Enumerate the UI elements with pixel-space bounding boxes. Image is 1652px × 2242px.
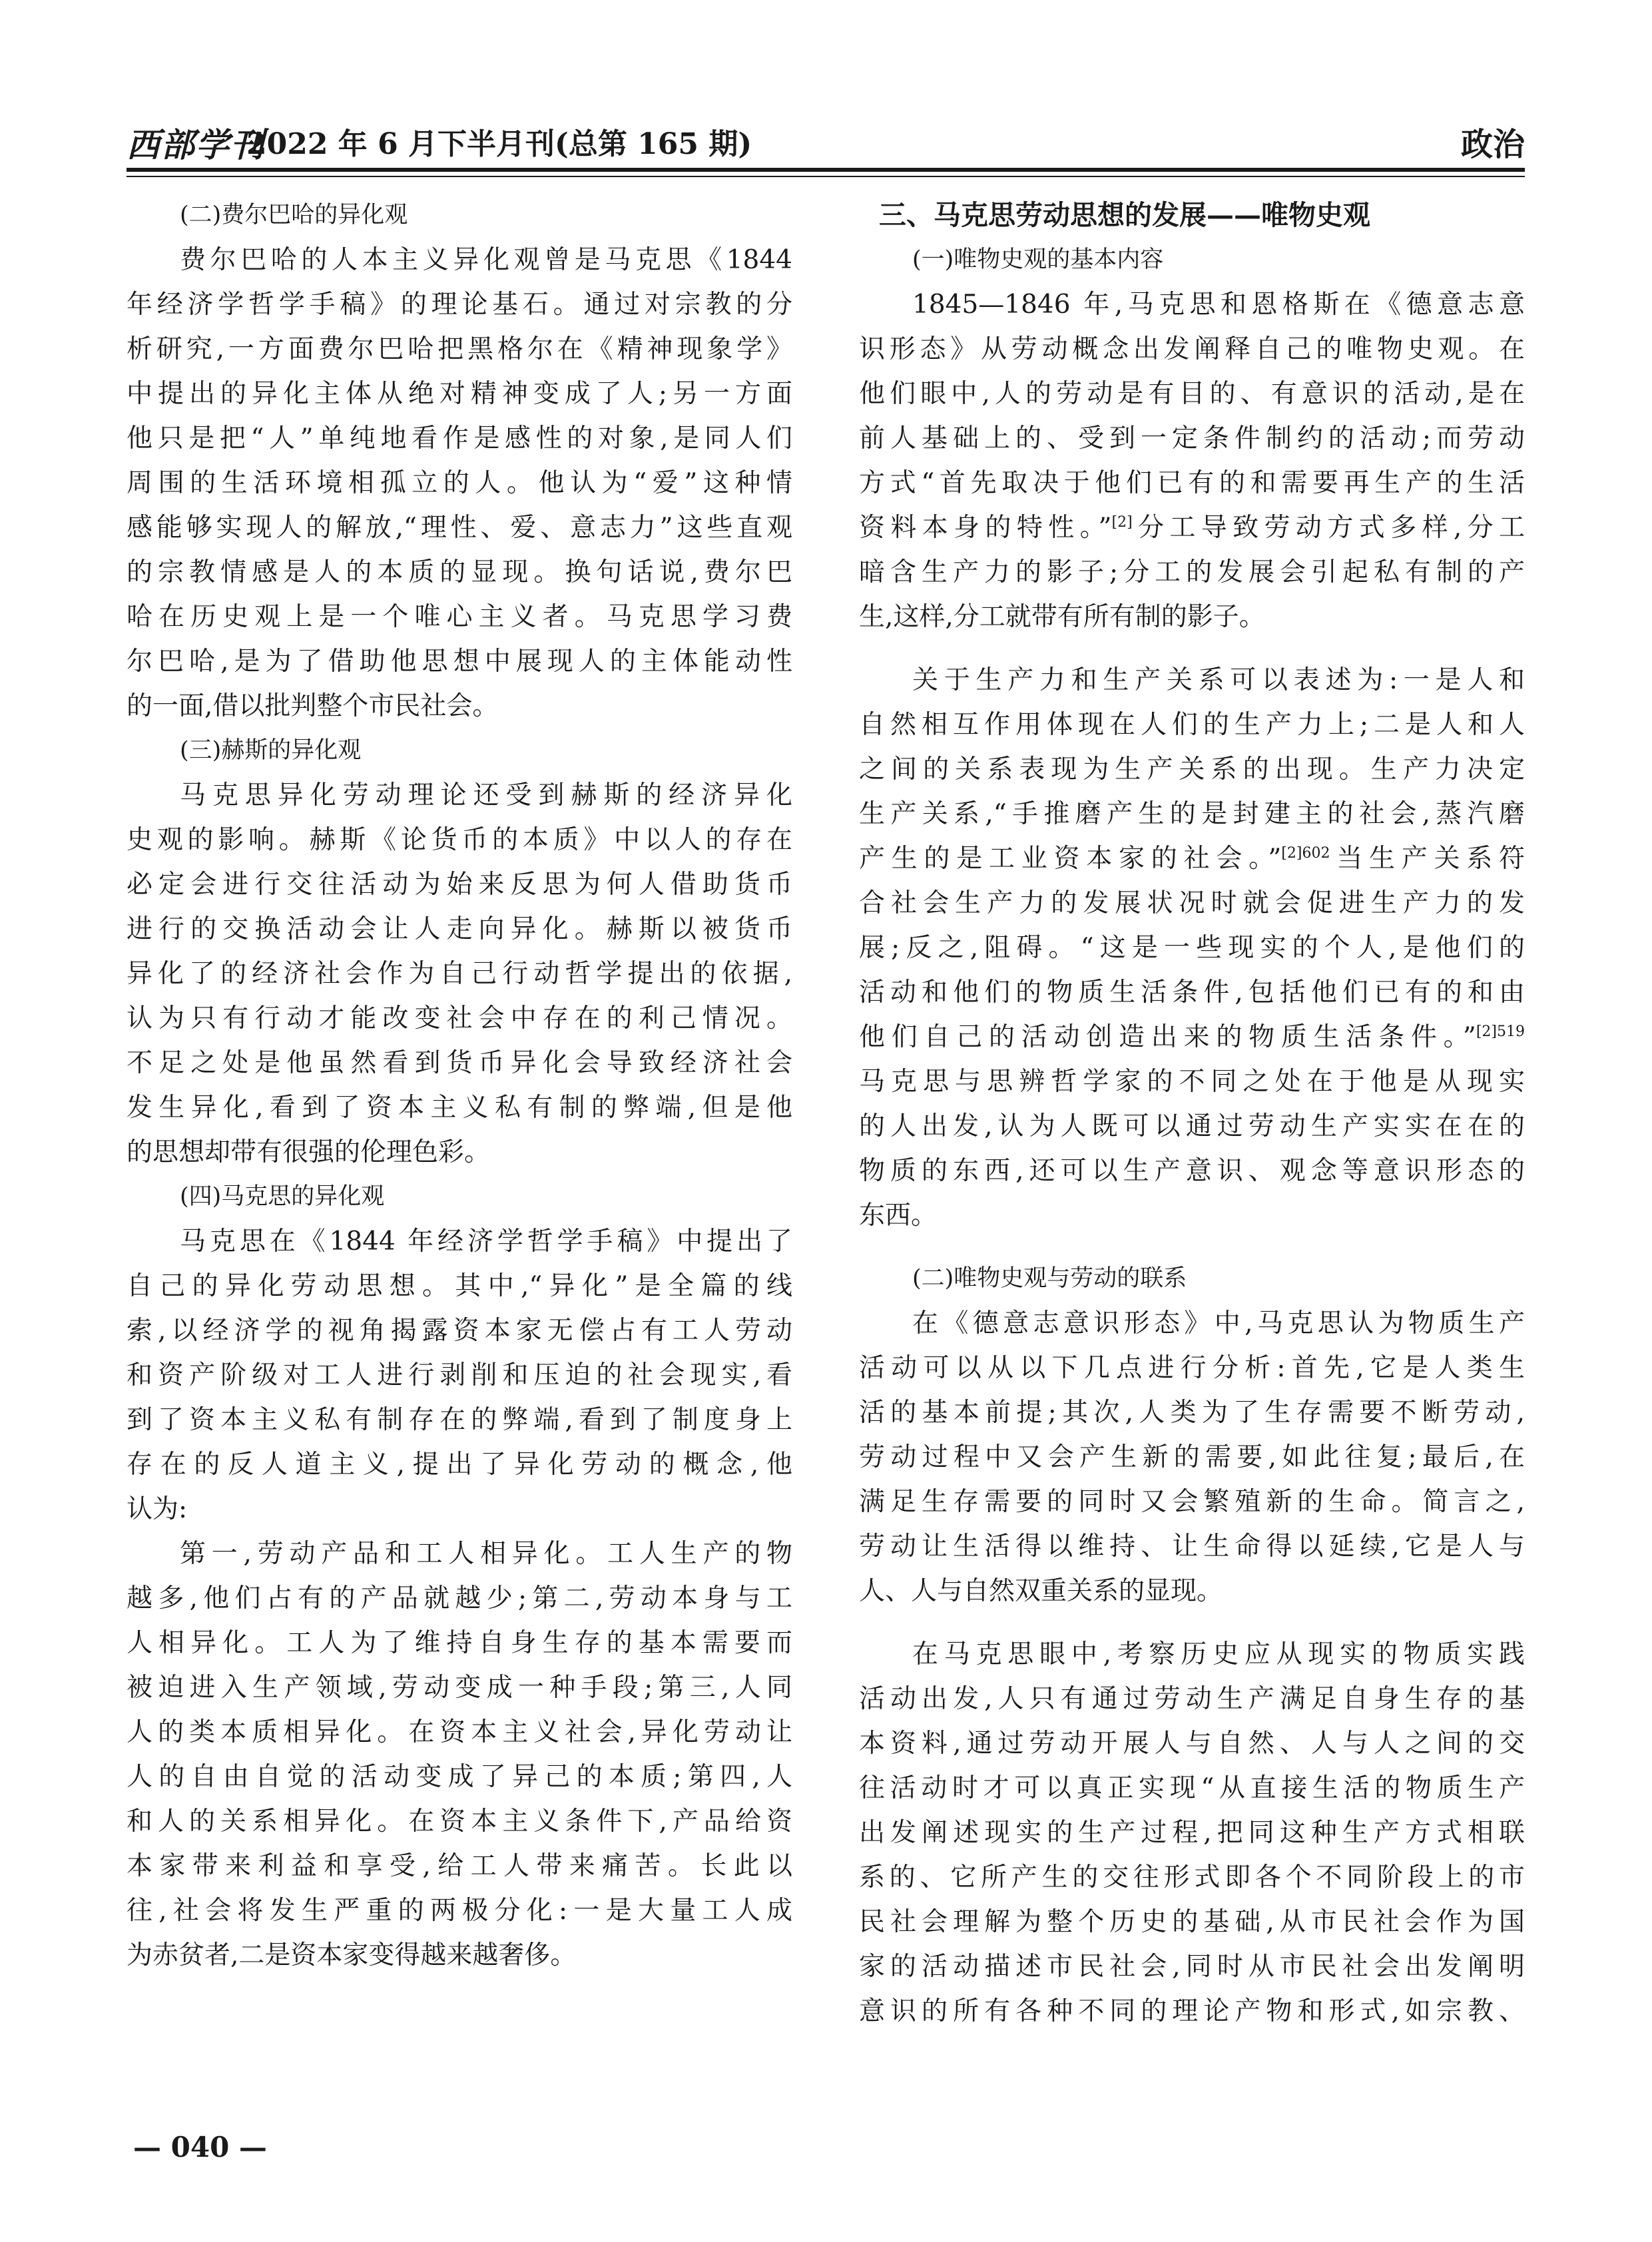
text-line: 在《德意志意识形态》中,马克思认为物质生产: [912, 1308, 1525, 1338]
text-line: 往活动时才可以真正实现“从直接生活的物质生产: [859, 1773, 1525, 1803]
text-line: 东西。: [859, 1201, 938, 1231]
text-line: 异化了的经济社会作为自己行动哲学提出的依据,: [127, 959, 792, 989]
text-line: 活的基本前提;其次,人类为了生存需要不断劳动,: [859, 1398, 1525, 1428]
citation: [2]: [1111, 514, 1133, 531]
citation: [2]519: [1476, 1023, 1525, 1040]
paragraph-historical-materialism: [859, 282, 1525, 639]
text-line: 物质的东西,还可以生产意识、观念等意识形态的: [859, 1156, 1525, 1186]
issue-info: 2022 年 6 月下半月刊(总第 165 期): [246, 127, 752, 161]
paragraph-feuerbach: [127, 238, 792, 728]
text-line: 费尔巴哈的人本主义异化观曾是马克思《1844: [180, 245, 792, 275]
subheading-historical-materialism: (一)唯物史观的基本内容: [912, 246, 1164, 273]
subheading-labor-connection: (二)唯物史观与劳动的联系: [912, 1265, 1187, 1292]
text-line: 自己的异化劳动思想。其中,“异化”是全篇的线: [127, 1271, 792, 1301]
journal-logo: 西部学刊: [127, 125, 265, 164]
text-segment: 他们自己的活动创造出来的物质生活条件。”: [859, 1022, 1476, 1052]
text-line: 劳动让生活得以维持、让生命得以延续,它是人与: [859, 1532, 1525, 1561]
text-line: 被迫进入生产领域,劳动变成一种手段;第三,人同: [127, 1673, 792, 1703]
header-rule-thin: [127, 176, 1525, 177]
paragraph-history-practice: [859, 1632, 1525, 2034]
text-segment: 分工导致劳动方式多样,分工: [1132, 513, 1525, 543]
subheading-marx: (四)马克思的异化观: [180, 1183, 385, 1210]
section-label: 政治: [1460, 126, 1525, 163]
text-line: 意识的所有各种不同的理论产物和形式,如宗教、: [859, 1996, 1525, 2026]
text-line: 满足生存需要的同时又会繁殖新的生命。简言之,: [859, 1487, 1525, 1517]
text-line: 马克思与思辨哲学家的不同之处在于他是从现实: [859, 1067, 1525, 1097]
text-line: 往,社会将发生严重的两极分化:一是大量工人成: [127, 1896, 792, 1926]
text-line: 史观的影响。赫斯《论货币的本质》中以人的存在: [127, 825, 792, 855]
citation: [2]602: [1281, 845, 1330, 862]
section-heading: 三、马克思劳动思想的发展——唯物史观: [879, 199, 1370, 231]
text-line: 索,以经济学的视角揭露资本家无偿占有工人劳动: [127, 1316, 792, 1346]
text-line: 合社会生产力的发展状况时就会促进生产力的发: [859, 888, 1525, 918]
left-column: [127, 193, 792, 1978]
subheading-feuerbach: (二)费尔巴哈的异化观: [180, 202, 408, 228]
paragraph-productive-forces: [859, 658, 1525, 1238]
text-line: 他们眼中,人的劳动是有目的、有意识的活动,是在: [859, 379, 1525, 409]
paragraph-marx: [127, 1219, 792, 1532]
text-line: 活动可以从以下几点进行分析:首先,它是人类生: [859, 1353, 1525, 1383]
text-line: 人的类本质相异化。在资本主义社会,异化劳动让: [127, 1717, 792, 1747]
text-line: 人、人与自然双重关系的显现。: [859, 1576, 1223, 1606]
text-line: 越多,他们占有的产品就越少;第二,劳动本身与工: [127, 1583, 792, 1613]
text-segment: 资料本身的特性。”: [859, 513, 1112, 543]
text-line-with-citation: [859, 836, 1525, 881]
text-line: 的宗教情感是人的本质的显现。换句话说,费尔巴: [127, 557, 792, 587]
text-line: 活动出发,人只有通过劳动生产满足自身生存的基: [859, 1684, 1525, 1714]
text-line: 生,这样,分工就带有所有制的影子。: [859, 602, 1265, 632]
text-line: 和资产阶级对工人进行剥削和压迫的社会现实,看: [127, 1360, 792, 1390]
text-line: 发生异化,看到了资本主义私有制的弊端,但是他: [127, 1093, 792, 1123]
text-line: 感能够实现人的解放,“理性、爱、意志力”这些直观: [127, 513, 792, 543]
subheading-hess: (三)赫斯的异化观: [180, 737, 362, 764]
text-line: 的思想却带有很强的伦理色彩。: [127, 1137, 491, 1167]
text-line: 马克思异化劳动理论还受到赫斯的经济异化: [180, 780, 792, 810]
text-line: 系的、它所产生的交往形式即各个不同阶段上的市: [859, 1862, 1525, 1892]
text-segment: 当生产关系符: [1330, 844, 1525, 874]
right-column: [859, 193, 1525, 2034]
text-line: 的人出发,认为人既可以通过劳动生产实实在在的: [859, 1111, 1525, 1141]
text-line: 哈在历史观上是一个唯心主义者。马克思学习费: [127, 602, 792, 632]
text-line: 展;反之,阻碍。“这是一些现实的个人,是他们的: [859, 933, 1525, 963]
paragraph-alienation-points: [127, 1532, 792, 1978]
text-line: 生产关系,“手推磨产生的是封建主的社会,蒸汽磨: [859, 799, 1525, 829]
text-line: 他只是把“人”单纯地看作是感性的对象,是同人们: [127, 423, 792, 453]
text-segment: 产生的是工业资本家的社会。”: [859, 844, 1282, 874]
text-line: 到了资本主义私有制存在的弊端,看到了制度身上: [127, 1405, 792, 1435]
text-line: 为赤贫者,二是资本家变得越来越奢侈。: [127, 1940, 577, 1970]
text-line: 民社会理解为整个历史的基础,从市民社会作为国: [859, 1907, 1525, 1937]
text-line: 人的自由自觉的活动变成了异己的本质;第四,人: [127, 1762, 792, 1792]
text-line: 自然相互作用体现在人们的生产力上;二是人和人: [859, 710, 1525, 740]
text-line: 析研究,一方面费尔巴哈把黑格尔在《精神现象学》: [127, 334, 792, 364]
text-line-with-citation: [859, 1015, 1525, 1059]
text-line: 进行的交换活动会让人走向异化。赫斯以被货币: [127, 914, 792, 944]
text-line: 不足之处是他虽然看到货币异化会导致经济社会: [127, 1048, 792, 1078]
page-number: — 040 —: [133, 2131, 267, 2163]
page-header: [127, 113, 1525, 166]
text-line: 方式“首先取决于他们已有的和需要再生产的生活: [859, 468, 1525, 498]
text-line: 年经济学哲学手稿》的理论基石。通过对宗教的分: [127, 290, 792, 320]
text-line: 关于生产力和生产关系可以表述为:一是人和: [912, 665, 1525, 695]
text-line-with-citation: [859, 505, 1525, 550]
text-line: 周围的生活环境相孤立的人。他认为“爱”这种情: [127, 468, 792, 498]
text-line: 前人基础上的、受到一定条件制约的活动;而劳动: [859, 423, 1525, 453]
text-line: 家的活动描述市民社会,同时从市民社会出发阐明: [859, 1952, 1525, 1982]
text-line: 出发阐述现实的生产过程,把同这种生产方式相联: [859, 1818, 1525, 1848]
text-line: 在马克思眼中,考察历史应从现实的物质实践: [912, 1639, 1525, 1669]
header-rule-thick: [127, 168, 1525, 172]
text-line: 认为只有行动才能改变社会中存在的利己情况。: [127, 1003, 792, 1033]
text-line: 活动和他们的物质生活条件,包括他们已有的和由: [859, 978, 1525, 1007]
text-line: 本家带来利益和享受,给工人带来痛苦。长此以: [127, 1851, 792, 1881]
text-line: 本资料,通过劳动开展人与自然、人与人之间的交: [859, 1729, 1525, 1759]
text-line: 劳动过程中又会产生新的需要,如此往复;最后,在: [859, 1442, 1525, 1472]
paragraph-hess: [127, 773, 792, 1175]
paragraph-labor-connection: [859, 1301, 1525, 1613]
text-line: 马克思在《1844 年经济学哲学手稿》中提出了: [180, 1227, 792, 1257]
text-line: 存在的反人道主义,提出了异化劳动的概念,他: [127, 1450, 792, 1480]
text-line: 认为:: [127, 1494, 188, 1524]
text-line: 1845—1846 年,马克思和恩格斯在《德意志意: [912, 290, 1525, 320]
text-line: 识形态》从劳动概念出发阐释自己的唯物史观。在: [859, 334, 1525, 364]
text-line: 尔巴哈,是为了借助他思想中展现人的主体能动性: [127, 647, 792, 677]
text-line: 中提出的异化主体从绝对精神变成了人;另一方面: [127, 379, 792, 409]
text-line: 的一面,借以批判整个市民社会。: [127, 691, 499, 721]
text-line: 人相异化。工人为了维持自身生存的基本需要而: [127, 1628, 792, 1658]
text-line: 暗含生产力的影子;分工的发展会引起私有制的产: [859, 557, 1525, 587]
text-line: 之间的关系表现为生产关系的出现。生产力决定: [859, 754, 1525, 784]
text-line: 第一,劳动产品和工人相异化。工人生产的物: [180, 1539, 792, 1569]
text-line: 和人的关系相异化。在资本主义条件下,产品给资: [127, 1807, 792, 1836]
text-line: 必定会进行交往活动为始来反思为何人借助货币: [127, 870, 792, 900]
